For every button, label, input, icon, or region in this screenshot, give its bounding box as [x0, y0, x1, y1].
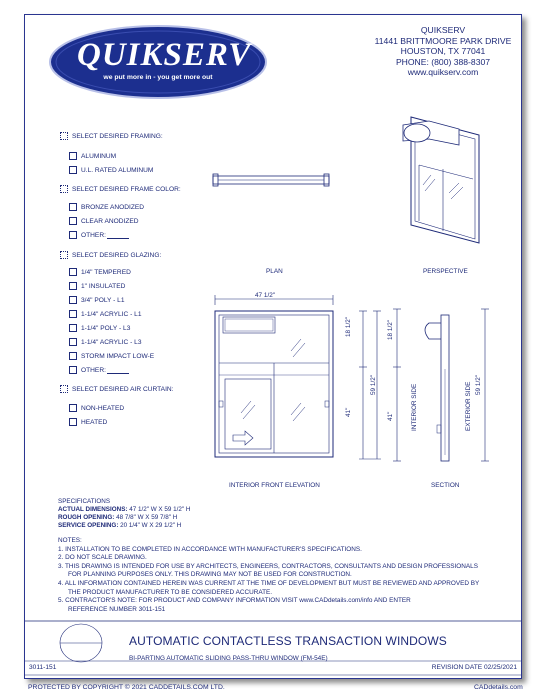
- service-opening-label: SERVICE OPENING:: [58, 522, 119, 529]
- option-glazing-5[interactable]: [69, 324, 130, 332]
- width-dimension: 47 1/2": [255, 292, 276, 299]
- checkbox[interactable]: [69, 404, 77, 412]
- plan-view-drawing: [211, 171, 333, 191]
- option-label: 1-1/4" ACRYLIC - L3: [81, 338, 142, 346]
- service-opening-value: 20 1/4" W X 29 1/2" H: [120, 522, 182, 529]
- plan-label: PLAN: [266, 268, 283, 275]
- actual-dim-value: 47 1/2" W X 59 1/2" H: [129, 506, 191, 513]
- checkbox[interactable]: [69, 366, 77, 374]
- checkbox[interactable]: [69, 296, 77, 304]
- checkbox[interactable]: [69, 268, 77, 276]
- checkbox[interactable]: [69, 324, 77, 332]
- other-input-line[interactable]: [107, 367, 129, 374]
- checkbox[interactable]: [69, 231, 77, 239]
- option-glazing-3[interactable]: [69, 296, 125, 304]
- section-label: SECTION: [431, 482, 460, 489]
- option-label: SELECT DESIRED FRAMING:: [72, 132, 163, 140]
- note-line: 1. INSTALLATION TO BE COMPLETED IN ACCORDANCE WITH MANUFACTURER'S SPECIFICATIONS.: [58, 545, 362, 553]
- top-height-dim: 18 1/2": [345, 316, 352, 337]
- framing-heading[interactable]: [60, 132, 163, 140]
- option-label: 3/4" POLY - L1: [81, 296, 125, 304]
- company-city: HOUSTON, TX 77041: [400, 46, 486, 57]
- checkbox[interactable]: [60, 185, 68, 193]
- note-line: 4. ALL INFORMATION CONTAINED HEREIN WAS CURRENT AT THE TIME OF DEVELOPMENT BUT MUST BE REVIEWED AND APPROVED BY: [58, 579, 480, 587]
- option-label: OTHER:: [81, 231, 106, 239]
- front-elevation-label: INTERIOR FRONT ELEVATION: [229, 482, 320, 489]
- option-label: STORM IMPACT LOW-E: [81, 352, 155, 360]
- option-glazing-1[interactable]: [69, 268, 131, 276]
- note-line: 5. CONTRACTOR'S NOTE: FOR PRODUCT AND COMPANY INFORMATION VISIT www.CADdetails.com/info AND ENTER: [58, 597, 411, 605]
- rough-opening-value: 48 7/8" W X 59 7/8" H: [116, 514, 178, 521]
- option-label: CLEAR ANODIZED: [81, 217, 139, 225]
- copyright-notice: PROTECTED BY COPYRIGHT © 2021 CADDETAILS.COM LTD.: [28, 684, 225, 691]
- option-glazing-other[interactable]: [69, 366, 129, 374]
- option-glazing-4[interactable]: [69, 310, 142, 318]
- checkbox[interactable]: [69, 282, 77, 290]
- checkbox[interactable]: [69, 217, 77, 225]
- option-clear[interactable]: [69, 217, 139, 225]
- logo-text: QUIKSERV: [77, 37, 252, 73]
- perspective-drawing: [393, 105, 497, 249]
- section-total-dim: 59 1/2": [475, 374, 482, 395]
- option-glazing-6[interactable]: [69, 338, 142, 346]
- logo-tagline: we put more in - you get more out: [103, 74, 213, 81]
- option-bronze[interactable]: [69, 203, 144, 211]
- option-label: SELECT DESIRED FRAME COLOR:: [72, 185, 181, 193]
- option-glazing-7[interactable]: [69, 352, 154, 360]
- option-label: 1-1/4" ACRYLIC - L1: [81, 310, 142, 318]
- total-height-dim: 59 1/2": [370, 374, 377, 395]
- checkbox[interactable]: [60, 251, 68, 259]
- option-label: 1-1/4" POLY - L3: [81, 324, 131, 332]
- air-curtain-heading[interactable]: [60, 385, 174, 393]
- drawing-subtitle: BI-PARTING AUTOMATIC SLIDING PASS-THRU WINDOW (FM-54E): [129, 655, 328, 662]
- frame-color-heading[interactable]: [60, 185, 181, 193]
- checkbox[interactable]: [69, 418, 77, 426]
- company-info: [355, 25, 531, 78]
- option-label: U.L. RATED ALUMINUM: [81, 166, 154, 174]
- bottom-height-dim: 41": [345, 407, 352, 417]
- company-address: 11441 BRITTMOORE PARK DRIVE: [374, 35, 512, 46]
- checkbox[interactable]: [69, 310, 77, 318]
- specs-heading: SPECIFICATIONS: [58, 498, 111, 505]
- note-line: 3. THIS DRAWING IS INTENDED FOR USE BY ARCHITECTS, ENGINEERS, CONTRACTORS, CONSULTANTS AND DESIGN PROFESSIONALS: [58, 562, 478, 570]
- front-elevation-drawing: [205, 291, 343, 461]
- option-heated[interactable]: [69, 418, 107, 426]
- note-line: 2. DO NOT SCALE DRAWING.: [58, 554, 147, 562]
- note-line: FOR PLANNING PURPOSES ONLY. THIS DRAWING MAY NOT BE USED FOR CONSTRUCTION.: [68, 571, 352, 579]
- option-label: 1" INSULATED: [81, 282, 126, 290]
- checkbox[interactable]: [69, 152, 77, 160]
- option-non-heated[interactable]: [69, 404, 124, 412]
- checkbox[interactable]: [69, 338, 77, 346]
- option-label: BRONZE ANODIZED: [81, 203, 145, 211]
- actual-dim-label: ACTUAL DIMENSIONS:: [58, 506, 128, 513]
- option-aluminum[interactable]: [69, 152, 116, 160]
- reference-number: 3011-151: [29, 664, 57, 671]
- option-label: SELECT DESIRED GLAZING:: [72, 251, 162, 259]
- caddetails-link[interactable]: CADdetails.com: [474, 684, 523, 691]
- option-label: SELECT DESIRED AIR CURTAIN:: [72, 385, 174, 393]
- drawing-title: AUTOMATIC CONTACTLESS TRANSACTION WINDOWS: [129, 634, 447, 648]
- checkbox[interactable]: [69, 166, 77, 174]
- note-line: REFERENCE NUMBER 3011-151: [68, 605, 166, 613]
- glazing-heading[interactable]: [60, 251, 161, 259]
- specifications: [58, 498, 190, 530]
- exterior-side-label: EXTERIOR SIDE: [465, 381, 472, 431]
- perspective-label: PERSPECTIVE: [423, 268, 468, 275]
- note-line: THE PRODUCT MANUFACTURER TO BE CONSIDERED ACCURATE.: [68, 588, 273, 596]
- checkbox[interactable]: [60, 132, 68, 140]
- company-name: QUIKSERV: [420, 25, 466, 35]
- option-label: 1/4" TEMPERED: [81, 268, 131, 276]
- notes-heading: NOTES:: [58, 537, 82, 544]
- company-phone: PHONE: (800) 388-8307: [395, 56, 491, 67]
- option-color-other[interactable]: [69, 231, 129, 239]
- section-top-dim: 18 1/2": [387, 319, 394, 340]
- interior-side-label: INTERIOR SIDE: [411, 383, 418, 431]
- notes: [58, 537, 479, 614]
- option-label: HEATED: [81, 418, 108, 426]
- option-ul-rated[interactable]: [69, 166, 153, 174]
- rough-opening-label: ROUGH OPENING:: [58, 514, 115, 521]
- option-label: OTHER:: [81, 366, 106, 374]
- revision-date: REVISION DATE 02/25/2021: [431, 664, 517, 671]
- option-glazing-2[interactable]: [69, 282, 125, 290]
- option-label: NON-HEATED: [81, 404, 125, 412]
- drawing-sheet: [24, 14, 522, 679]
- option-label: ALUMINUM: [81, 152, 117, 160]
- checkbox[interactable]: [60, 385, 68, 393]
- company-website: www.quikserv.com: [407, 67, 479, 78]
- checkbox[interactable]: [69, 352, 77, 360]
- other-input-line[interactable]: [107, 232, 129, 239]
- section-bottom-dim: 41": [387, 411, 394, 421]
- checkbox[interactable]: [69, 203, 77, 211]
